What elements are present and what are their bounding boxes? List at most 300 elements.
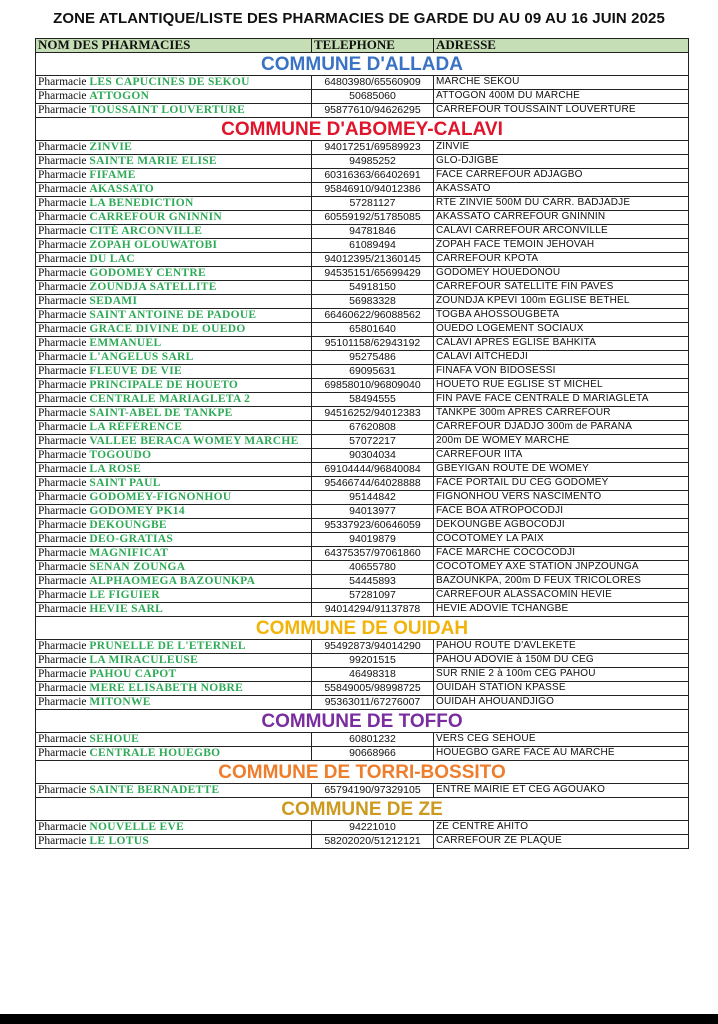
address-cell: CALAVI APRES EGLISE BAHKITA: [434, 337, 689, 351]
pharmacy-name: LA ROSE: [89, 463, 142, 476]
address-cell: CARREFOUR KPOTA: [434, 253, 689, 267]
pharmacy-cell: [36, 491, 312, 505]
pharmacy-name: SAINTE MARIE ELISE: [89, 155, 217, 168]
address-cell: FIGNONHOU VERS NASCIMENTO: [434, 491, 689, 505]
telephone-cell: 90668966: [312, 747, 434, 761]
pharmacy-row: [36, 589, 689, 603]
telephone-cell: 58494555: [312, 393, 434, 407]
pharmacy-cell: [36, 211, 312, 225]
pharmacy-name: TOUSSAINT LOUVERTURE: [89, 104, 246, 117]
telephone-cell: 50685060: [312, 90, 434, 104]
pharmacy-name: FIFAME: [89, 169, 136, 182]
address-cell: RTE ZINVIE 500M DU CARR. BADJADJE: [434, 197, 689, 211]
pharmacy-row: [36, 654, 689, 668]
pharmacy-prefix: Pharmacie: [38, 435, 87, 448]
pharmacy-row: [36, 225, 689, 239]
pharmacy-prefix: Pharmacie: [38, 337, 87, 350]
pharmacy-cell: [36, 561, 312, 575]
telephone-cell: 60801232: [312, 733, 434, 747]
pharmacy-row: [36, 435, 689, 449]
pharmacy-row: [36, 337, 689, 351]
pharmacy-prefix: Pharmacie: [38, 323, 87, 336]
telephone-cell: 95363011/67276007: [312, 696, 434, 710]
pharmacy-cell: [36, 239, 312, 253]
telephone-cell: 40655780: [312, 561, 434, 575]
commune-title: COMMUNE DE ZE: [36, 798, 689, 821]
telephone-cell: 54918150: [312, 281, 434, 295]
pharmacy-cell: [36, 197, 312, 211]
pharmacy-name: CITÉ ARCONVILLE: [89, 225, 203, 238]
telephone-cell: 69095631: [312, 365, 434, 379]
telephone-cell: 95877610/94626295: [312, 104, 434, 118]
telephone-cell: 54445893: [312, 575, 434, 589]
pharmacy-row: [36, 561, 689, 575]
pharmacy-row: [36, 533, 689, 547]
telephone-cell: 95101158/62943192: [312, 337, 434, 351]
pharmacy-name: GODOMEY CENTRE: [89, 267, 206, 280]
telephone-cell: 94019879: [312, 533, 434, 547]
pharmacy-row: [36, 197, 689, 211]
pharmacy-row: [36, 407, 689, 421]
pharmacy-row: [36, 603, 689, 617]
pharmacy-row: [36, 747, 689, 761]
pharmacy-name: L'ANGELUS SARL: [89, 351, 194, 364]
pharmacy-name: MITONWE: [89, 696, 151, 709]
address-cell: AKASSATO: [434, 183, 689, 197]
pharmacy-cell: [36, 640, 312, 654]
pharmacy-cell: [36, 589, 312, 603]
pharmacy-prefix: Pharmacie: [38, 603, 87, 616]
address-cell: ATTOGON 400M DU MARCHE: [434, 90, 689, 104]
pharmacy-name: SENAN ZOUNGA: [89, 561, 186, 574]
address-cell: PAHOU ADOVIE à 150M DU CEG: [434, 654, 689, 668]
commune-title: COMMUNE DE TORRI-BOSSITO: [36, 761, 689, 784]
pharmacy-prefix: Pharmacie: [38, 351, 87, 364]
telephone-cell: 67620808: [312, 421, 434, 435]
address-cell: TOGBA AHOSSOUGBETA: [434, 309, 689, 323]
address-cell: ZOUNDJA KPEVI 100m EGLISE BETHEL: [434, 295, 689, 309]
telephone-cell: 94516252/94012383: [312, 407, 434, 421]
address-cell: CARREFOUR IITA: [434, 449, 689, 463]
commune-title: COMMUNE D'ABOMEY-CALAVI: [36, 118, 689, 141]
pharmacy-prefix: Pharmacie: [38, 309, 87, 322]
pharmacy-prefix: Pharmacie: [38, 533, 87, 546]
pharmacy-row: [36, 733, 689, 747]
pharmacy-prefix: Pharmacie: [38, 407, 87, 420]
pharmacy-cell: [36, 337, 312, 351]
pharmacy-row: [36, 379, 689, 393]
pharmacy-name: MAGNIFICAT: [89, 547, 169, 560]
address-cell: CARREFOUR SATELLITE FIN PAVES: [434, 281, 689, 295]
commune-title: COMMUNE DE TOFFO: [36, 710, 689, 733]
pharmacy-row: [36, 323, 689, 337]
commune-title: COMMUNE D'ALLADA: [36, 53, 689, 76]
pharmacy-cell: [36, 668, 312, 682]
pharmacy-cell: [36, 533, 312, 547]
pharmacy-prefix: Pharmacie: [38, 211, 87, 224]
pharmacy-row: [36, 393, 689, 407]
pharmacy-row: [36, 784, 689, 798]
pharmacy-cell: [36, 141, 312, 155]
pharmacy-cell: [36, 253, 312, 267]
pharmacy-cell: [36, 463, 312, 477]
address-cell: SUR RNIE 2 à 100m CEG PAHOU: [434, 668, 689, 682]
telephone-cell: 66460622/96088562: [312, 309, 434, 323]
address-cell: CARREFOUR ALASSACOMIN HEVIE: [434, 589, 689, 603]
pharmacy-name: CENTRALE HOUEGBO: [89, 747, 221, 760]
pharmacy-row: [36, 821, 689, 835]
pharmacy-name: PRUNELLE DE L'ETERNEL: [89, 640, 246, 653]
pharmacy-cell: [36, 733, 312, 747]
pharmacy-prefix: Pharmacie: [38, 141, 87, 154]
pharmacy-cell: [36, 169, 312, 183]
pharmacy-cell: [36, 547, 312, 561]
telephone-cell: 90304034: [312, 449, 434, 463]
pharmacy-prefix: Pharmacie: [38, 654, 87, 667]
pharmacy-name: CENTRALE MARIAGLETA 2: [89, 393, 251, 406]
pharmacy-prefix: Pharmacie: [38, 393, 87, 406]
telephone-cell: 94013977: [312, 505, 434, 519]
telephone-cell: 95492873/94014290: [312, 640, 434, 654]
address-cell: CALAVI AITCHEDJI: [434, 351, 689, 365]
pharmacy-name: GODOMEY PK14: [89, 505, 185, 518]
pharmacy-prefix: Pharmacie: [38, 747, 87, 760]
commune-row: [36, 710, 689, 733]
pharmacy-cell: [36, 309, 312, 323]
pharmacy-name: ZINVIE: [89, 141, 133, 154]
telephone-cell: 69858010/96809040: [312, 379, 434, 393]
telephone-cell: 65794190/97329105: [312, 784, 434, 798]
pharmacy-cell: [36, 155, 312, 169]
pharmacy-cell: [36, 821, 312, 835]
pharmacy-name: GODOMEY-FIGNONHOU: [89, 491, 232, 504]
address-cell: BAZOUNKPA, 200m D FEUX TRICOLORES: [434, 575, 689, 589]
address-cell: FIN PAVE FACE CENTRALE D MARIAGLETA: [434, 393, 689, 407]
telephone-cell: 95846910/94012386: [312, 183, 434, 197]
telephone-cell: 94985252: [312, 155, 434, 169]
address-cell: ZINVIE: [434, 141, 689, 155]
pharmacy-name: DU LAC: [89, 253, 135, 266]
address-cell: CALAVI CARREFOUR ARCONVILLE: [434, 225, 689, 239]
pharmacy-name: ALPHAOMEGA BAZOUNKPA: [89, 575, 256, 588]
address-cell: OUEDO LOGEMENT SOCIAUX: [434, 323, 689, 337]
address-cell: ZOPAH FACE TEMOIN JEHOVAH: [434, 239, 689, 253]
pharmacy-cell: [36, 365, 312, 379]
header-telephone: TELEPHONE: [312, 39, 434, 53]
pharmacy-row: [36, 104, 689, 118]
pharmacy-row: [36, 491, 689, 505]
pharmacy-name: DEKOUNGBE: [89, 519, 167, 532]
telephone-cell: 94535151/65699429: [312, 267, 434, 281]
telephone-cell: 64375357/97061860: [312, 547, 434, 561]
pharmacy-cell: [36, 267, 312, 281]
pharmacy-name: PRINCIPALE DE HOUETO: [89, 379, 239, 392]
pharmacy-prefix: Pharmacie: [38, 295, 87, 308]
pharmacy-cell: [36, 747, 312, 761]
pharmacy-table: [35, 38, 689, 849]
pharmacy-cell: [36, 784, 312, 798]
commune-row: [36, 118, 689, 141]
address-cell: AKASSATO CARREFOUR GNINNIN: [434, 211, 689, 225]
pharmacy-prefix: Pharmacie: [38, 547, 87, 560]
telephone-cell: 58202020/51212121: [312, 835, 434, 849]
telephone-cell: 60559192/51785085: [312, 211, 434, 225]
address-cell: TANKPE 300m APRES CARREFOUR: [434, 407, 689, 421]
pharmacy-cell: [36, 682, 312, 696]
telephone-cell: 99201515: [312, 654, 434, 668]
pharmacy-cell: [36, 183, 312, 197]
telephone-cell: 57281097: [312, 589, 434, 603]
pharmacy-name: ATTOGON: [89, 90, 150, 103]
pharmacy-name: EMMANUEL: [89, 337, 162, 350]
header-address: ADRESSE: [434, 39, 689, 53]
telephone-cell: 94781846: [312, 225, 434, 239]
pharmacy-name: SEDAMI: [89, 295, 138, 308]
pharmacy-prefix: Pharmacie: [38, 281, 87, 294]
pharmacy-prefix: Pharmacie: [38, 365, 87, 378]
pharmacy-row: [36, 141, 689, 155]
pharmacy-prefix: Pharmacie: [38, 463, 87, 476]
pharmacy-name: VALLEE BERACA WOMEY MARCHE: [89, 435, 299, 448]
pharmacy-name: PAHOU CAPOT: [89, 668, 177, 681]
commune-title: COMMUNE DE OUIDAH: [36, 617, 689, 640]
pharmacy-prefix: Pharmacie: [38, 253, 87, 266]
address-cell: COCOTOMEY AXE STATION JNPZOUNGA: [434, 561, 689, 575]
telephone-cell: 95466744/64028888: [312, 477, 434, 491]
address-cell: FINAFA VON BIDOSESSI: [434, 365, 689, 379]
page-title: ZONE ATLANTIQUE/LISTE DES PHARMACIES DE GARDE DU AU 09 AU 16 JUIN 2025: [53, 10, 665, 27]
telephone-cell: 95275486: [312, 351, 434, 365]
pharmacy-name: LES CAPUCINES DE SEKOU: [89, 76, 250, 89]
telephone-cell: 69104444/96840084: [312, 463, 434, 477]
pharmacy-row: [36, 477, 689, 491]
pharmacy-row: [36, 640, 689, 654]
pharmacy-prefix: Pharmacie: [38, 76, 87, 89]
pharmacy-row: [36, 351, 689, 365]
address-cell: HEVIE ADOVIE TCHANGBE: [434, 603, 689, 617]
pharmacy-prefix: Pharmacie: [38, 682, 87, 695]
pharmacy-name: DEO-GRATIAS: [89, 533, 174, 546]
address-cell: FACE PORTAIL DU CEG GODOMEY: [434, 477, 689, 491]
address-cell: HOUEGBO GARE FACE AU MARCHE: [434, 747, 689, 761]
pharmacy-row: [36, 309, 689, 323]
telephone-cell: 56983328: [312, 295, 434, 309]
address-cell: GLO-DJIGBE: [434, 155, 689, 169]
pharmacy-prefix: Pharmacie: [38, 239, 87, 252]
table-body: [36, 53, 689, 849]
pharmacy-name: NOUVELLE EVE: [89, 821, 185, 834]
header-name: NOM DES PHARMACIES: [36, 39, 312, 53]
pharmacy-prefix: Pharmacie: [38, 267, 87, 280]
pharmacy-row: [36, 575, 689, 589]
pharmacy-row: [36, 668, 689, 682]
telephone-cell: 64803980/65560909: [312, 76, 434, 90]
pharmacy-name: SAINT ANTOINE DE PADOUE: [89, 309, 257, 322]
pharmacy-cell: [36, 393, 312, 407]
pharmacy-cell: [36, 104, 312, 118]
pharmacy-prefix: Pharmacie: [38, 733, 87, 746]
pharmacy-prefix: Pharmacie: [38, 197, 87, 210]
pharmacy-row: [36, 547, 689, 561]
pharmacy-row: [36, 449, 689, 463]
address-cell: FACE CARREFOUR ADJAGBO: [434, 169, 689, 183]
commune-row: [36, 617, 689, 640]
pharmacy-name: SEHOUE: [89, 733, 140, 746]
pharmacy-prefix: Pharmacie: [38, 183, 87, 196]
address-cell: FACE BOA ATROPOCODJI: [434, 505, 689, 519]
pharmacy-prefix: Pharmacie: [38, 561, 87, 574]
address-cell: GODOMEY HOUEDONOU: [434, 267, 689, 281]
address-cell: OUIDAH STATION KPASSE: [434, 682, 689, 696]
pharmacy-prefix: Pharmacie: [38, 519, 87, 532]
pharmacy-row: [36, 295, 689, 309]
pharmacy-row: [36, 253, 689, 267]
header-row: [36, 39, 689, 53]
pharmacy-name: AKASSATO: [89, 183, 155, 196]
address-cell: HOUETO RUE EGLISE ST MICHEL: [434, 379, 689, 393]
pharmacy-name: ZOUNDJA SATELLITE: [89, 281, 217, 294]
pharmacy-row: [36, 267, 689, 281]
address-cell: VERS CEG SEHOUE: [434, 733, 689, 747]
pharmacy-cell: [36, 603, 312, 617]
pharmacy-name: LA BENEDICTION: [89, 197, 194, 210]
pharmacy-row: [36, 682, 689, 696]
commune-row: [36, 53, 689, 76]
pharmacy-name: ZOPAH OLOUWATOBI: [89, 239, 218, 252]
pharmacy-row: [36, 169, 689, 183]
pharmacy-prefix: Pharmacie: [38, 835, 87, 848]
telephone-cell: 60316363/66402691: [312, 169, 434, 183]
pharmacy-name: TOGOUDO: [89, 449, 152, 462]
pharmacy-row: [36, 365, 689, 379]
pharmacy-row: [36, 211, 689, 225]
telephone-cell: 61089494: [312, 239, 434, 253]
pharmacy-cell: [36, 407, 312, 421]
pharmacy-row: [36, 463, 689, 477]
pharmacy-prefix: Pharmacie: [38, 784, 87, 797]
pharmacy-cell: [36, 90, 312, 104]
pharmacy-prefix: Pharmacie: [38, 640, 87, 653]
pharmacy-cell: [36, 76, 312, 90]
pharmacy-cell: [36, 477, 312, 491]
pharmacy-name: HEVIE SARL: [89, 603, 164, 616]
telephone-cell: 94221010: [312, 821, 434, 835]
pharmacy-prefix: Pharmacie: [38, 225, 87, 238]
pharmacy-prefix: Pharmacie: [38, 379, 87, 392]
pharmacy-prefix: Pharmacie: [38, 421, 87, 434]
pharmacy-name: FLEUVE DE VIE: [89, 365, 182, 378]
pharmacy-name: SAINT-ABEL DE TANKPE: [89, 407, 233, 420]
pharmacy-name: GRACE DIVINE DE OUEDO: [89, 323, 246, 336]
pharmacy-prefix: Pharmacie: [38, 491, 87, 504]
address-cell: CARREFOUR ZE PLAQUE: [434, 835, 689, 849]
pharmacy-prefix: Pharmacie: [38, 696, 87, 709]
address-cell: MARCHE SEKOU: [434, 76, 689, 90]
pharmacy-cell: [36, 519, 312, 533]
pharmacy-prefix: Pharmacie: [38, 668, 87, 681]
bottom-bar: [0, 1014, 718, 1024]
pharmacy-name: LE LOTUS: [89, 835, 150, 848]
pharmacy-row: [36, 696, 689, 710]
pharmacy-prefix: Pharmacie: [38, 169, 87, 182]
address-cell: DEKOUNGBE AGBOCODJI: [434, 519, 689, 533]
pharmacy-name: MERE ELISABETH NOBRE: [89, 682, 244, 695]
pharmacy-row: [36, 183, 689, 197]
commune-row: [36, 761, 689, 784]
address-cell: COCOTOMEY LA PAIX: [434, 533, 689, 547]
pharmacy-row: [36, 505, 689, 519]
pharmacy-cell: [36, 435, 312, 449]
telephone-cell: 95337923/60646059: [312, 519, 434, 533]
pharmacy-cell: [36, 225, 312, 239]
telephone-cell: 55849005/98998725: [312, 682, 434, 696]
address-cell: CARREFOUR TOUSSAINT LOUVERTURE: [434, 104, 689, 118]
pharmacy-prefix: Pharmacie: [38, 821, 87, 834]
telephone-cell: 57072217: [312, 435, 434, 449]
pharmacy-cell: [36, 696, 312, 710]
pharmacy-cell: [36, 449, 312, 463]
pharmacy-prefix: Pharmacie: [38, 505, 87, 518]
pharmacy-prefix: Pharmacie: [38, 477, 87, 490]
pharmacy-prefix: Pharmacie: [38, 90, 87, 103]
pharmacy-cell: [36, 421, 312, 435]
pharmacy-prefix: Pharmacie: [38, 589, 87, 602]
telephone-cell: 95144842: [312, 491, 434, 505]
address-cell: ZE CENTRE AHITO: [434, 821, 689, 835]
telephone-cell: 94014294/91137878: [312, 603, 434, 617]
commune-row: [36, 798, 689, 821]
pharmacy-prefix: Pharmacie: [38, 104, 87, 117]
pharmacy-name: SAINTE BERNADETTE: [89, 784, 220, 797]
pharmacy-row: [36, 239, 689, 253]
pharmacy-row: [36, 519, 689, 533]
pharmacy-row: [36, 421, 689, 435]
address-cell: 200m DE WOMEY MARCHE: [434, 435, 689, 449]
telephone-cell: 57281127: [312, 197, 434, 211]
pharmacy-prefix: Pharmacie: [38, 155, 87, 168]
address-cell: CARREFOUR DJADJO 300m de PARANA: [434, 421, 689, 435]
pharmacy-name: LA MIRACULEUSE: [89, 654, 199, 667]
pharmacy-prefix: Pharmacie: [38, 449, 87, 462]
pharmacy-row: [36, 155, 689, 169]
telephone-cell: 94012395/21360145: [312, 253, 434, 267]
pharmacy-cell: [36, 505, 312, 519]
pharmacy-cell: [36, 323, 312, 337]
pharmacy-name: LE FIGUIER: [89, 589, 160, 602]
pharmacy-row: [36, 90, 689, 104]
pharmacy-cell: [36, 351, 312, 365]
pharmacy-cell: [36, 295, 312, 309]
pharmacy-cell: [36, 281, 312, 295]
telephone-cell: 94017251/69589923: [312, 141, 434, 155]
address-cell: GBEYIGAN ROUTE DE WOMEY: [434, 463, 689, 477]
telephone-cell: 46498318: [312, 668, 434, 682]
address-cell: OUIDAH AHOUANDJIGO: [434, 696, 689, 710]
pharmacy-row: [36, 835, 689, 849]
pharmacy-row: [36, 76, 689, 90]
pharmacy-cell: [36, 575, 312, 589]
telephone-cell: 65801640: [312, 323, 434, 337]
address-cell: PAHOU ROUTE D'AVLEKETE: [434, 640, 689, 654]
pharmacy-cell: [36, 835, 312, 849]
pharmacy-row: [36, 281, 689, 295]
pharmacy-name: SAINT PAUL: [89, 477, 161, 490]
pharmacy-name: LA RÉFÉRENCE: [89, 421, 183, 434]
pharmacy-cell: [36, 379, 312, 393]
address-cell: ENTRE MAIRIE ET CEG AGOUAKO: [434, 784, 689, 798]
pharmacy-cell: [36, 654, 312, 668]
pharmacy-prefix: Pharmacie: [38, 575, 87, 588]
